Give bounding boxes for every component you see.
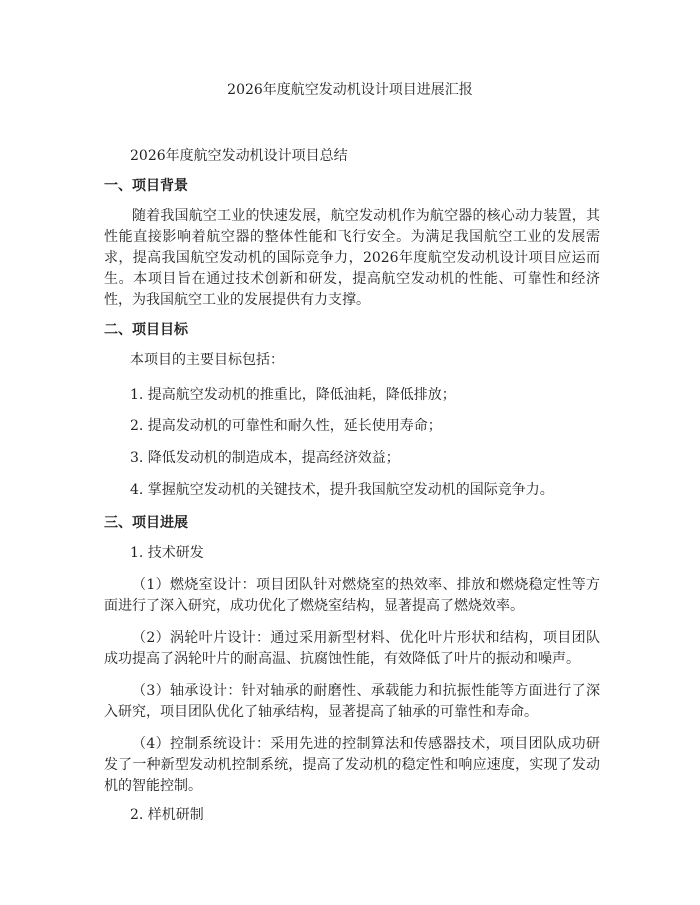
goals-intro: 本项目的主要目标包括： <box>130 352 284 368</box>
section-heading-progress: 三、项目进展 <box>104 515 188 531</box>
document-title: 2026年度航空发动机设计项目进展汇报 <box>227 82 473 98</box>
summary-title: 2026年度航空发动机设计项目总结 <box>130 148 348 164</box>
goal-item: 2. 提高发动机的可靠性和耐久性，延长使用寿命； <box>130 418 442 434</box>
background-paragraph: 随着我国航空工业的快速发展，航空发动机作为航空器的核心动力装置，其性能直接影响着航空器的整体性能和飞行安全。为满足我国航空工业的发展需求，提高我国航空发动机的国际竞争力，2026年度航空发动机设计项目应运而生。本项目旨在通过技术创新和研发，提高航空发动机的性能、可靠性和经济性，为我国航空工业的发展提供有力支撑。 <box>104 208 600 308</box>
research-item-combustor: （1）燃烧室设计：项目团队针对燃烧室的热效率、排放和燃烧稳定性等方面进行了深入研究，成功优化了燃烧室结构，显著提高了燃烧效率。 <box>104 577 600 614</box>
research-item-control-system: （4）控制系统设计：采用先进的控制算法和传感器技术，项目团队成功研发了一种新型发动机控制系统，提高了发动机的稳定性和响应速度，实现了发动机的智能控制。 <box>104 736 600 794</box>
subsection-title-prototype: 2. 样机研制 <box>130 807 204 823</box>
section-heading-goals: 二、项目目标 <box>104 322 188 338</box>
subsection-title-research: 1. 技术研发 <box>130 545 204 561</box>
goal-item: 1. 提高航空发动机的推重比，降低油耗，降低排放； <box>130 387 456 403</box>
goal-item: 4. 掌握航空发动机的关键技术，提升我国航空发动机的国际竞争力。 <box>130 482 554 498</box>
research-item-bearing: （3）轴承设计：针对轴承的耐磨性、承载能力和抗振性能等方面进行了深入研究，项目团队优化了轴承结构，显著提高了轴承的可靠性和寿命。 <box>104 683 600 720</box>
section-heading-background: 一、项目背景 <box>104 178 188 194</box>
research-item-turbine-blade: （2）涡轮叶片设计：通过采用新型材料、优化叶片形状和结构，项目团队成功提高了涡轮叶片的耐高温、抗腐蚀性能，有效降低了叶片的振动和噪声。 <box>104 630 600 667</box>
goal-item: 3. 降低发动机的制造成本，提高经济效益； <box>130 450 400 466</box>
